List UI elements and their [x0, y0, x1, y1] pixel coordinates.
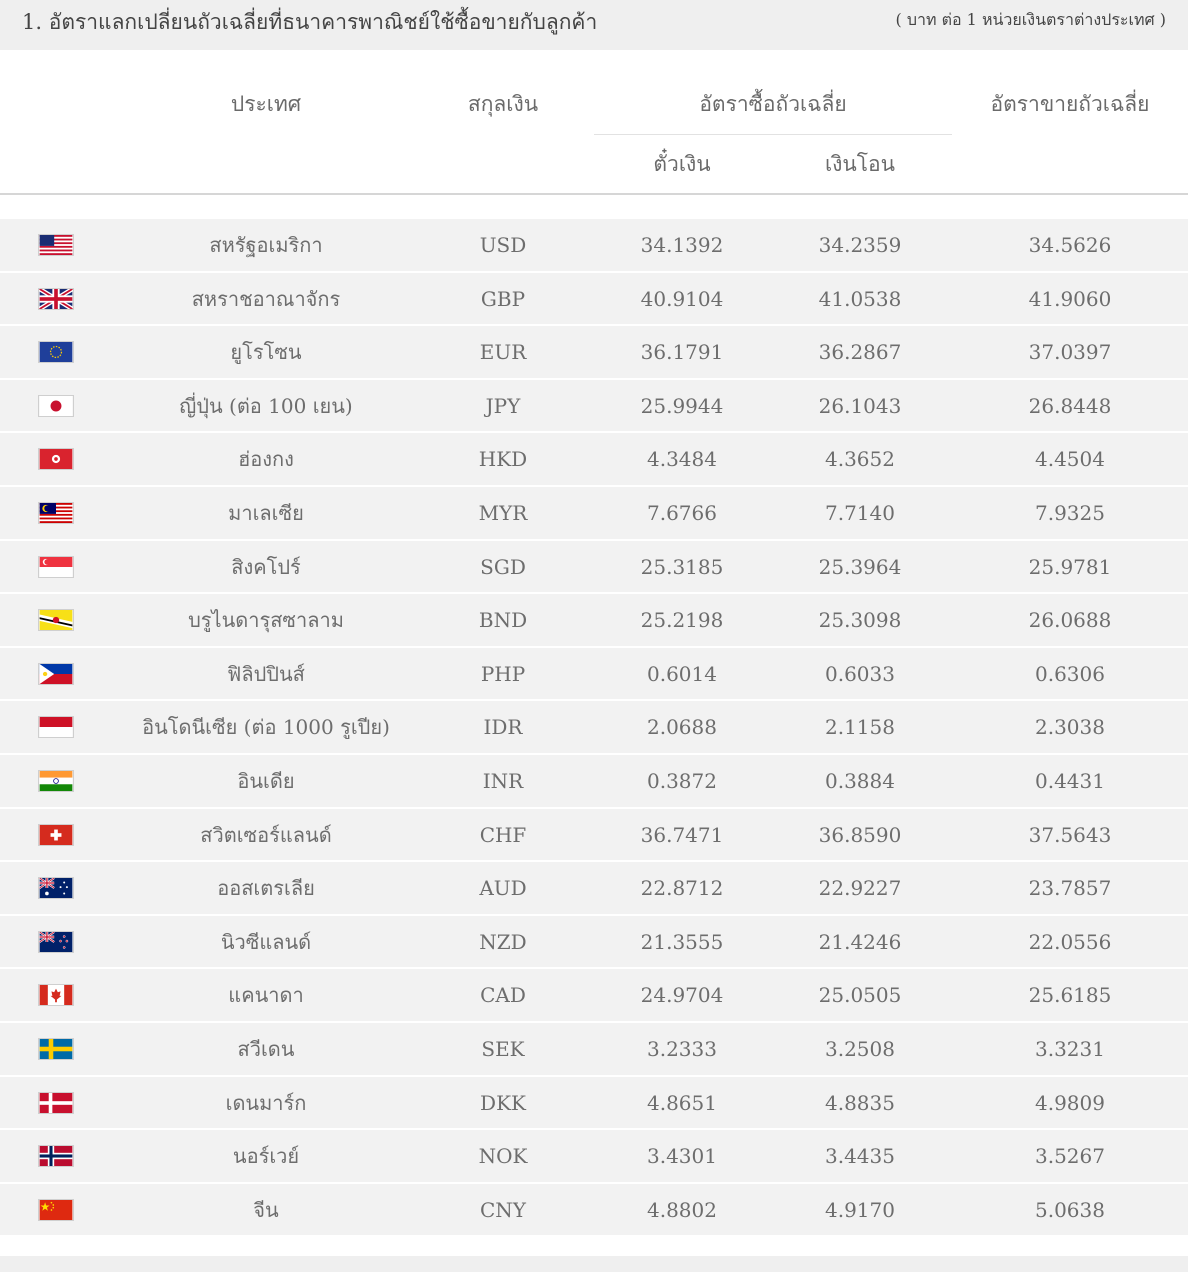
- flag-cell: [20, 487, 92, 539]
- flag-cell: [20, 701, 92, 753]
- selling-rate-cell: 0.4431: [1035, 768, 1105, 793]
- cash-rate-cell: 25.9944: [640, 393, 724, 418]
- transfer-rate-cell: 25.3964: [818, 554, 902, 579]
- us-flag-icon: [38, 234, 74, 256]
- currency-code-cell: JPY: [485, 393, 521, 418]
- table-row: [0, 648, 1188, 702]
- transfer-rate-cell: 36.2867: [818, 340, 902, 365]
- header-average-selling-rate: อัตราขายถัวเฉลี่ย: [990, 92, 1150, 116]
- country-cell: สวิตเซอร์แลนด์: [200, 822, 332, 847]
- singapore-flag-icon: [38, 556, 74, 578]
- table-row: [0, 701, 1188, 755]
- selling-rate-cell: 22.0556: [1028, 929, 1112, 954]
- cash-rate-cell: 2.0688: [647, 715, 717, 740]
- japan-flag-icon: [38, 395, 74, 417]
- selling-rate-cell: 4.4504: [1035, 447, 1105, 472]
- table-row: [0, 862, 1188, 916]
- new-zealand-flag-icon: [38, 931, 74, 953]
- country-cell: สหราชอาณาจักร: [191, 286, 341, 311]
- flag-cell: [20, 1184, 92, 1236]
- country-cell: สิงคโปร์: [231, 554, 301, 579]
- flag-cell: [20, 273, 92, 325]
- header-group-divider: [594, 134, 952, 135]
- country-cell: เดนมาร์ก: [225, 1090, 307, 1115]
- country-cell: ยูโรโซน: [230, 340, 302, 365]
- country-cell: ญี่ปุ่น (ต่อ 100 เยน): [179, 393, 353, 418]
- table-row: [0, 433, 1188, 487]
- flag-cell: [20, 969, 92, 1021]
- brunei-flag-icon: [38, 609, 74, 631]
- flag-cell: [20, 219, 92, 271]
- header-transfer: เงินโอน: [824, 152, 896, 176]
- currency-code-cell: NZD: [479, 929, 527, 954]
- transfer-rate-cell: 7.7140: [825, 500, 895, 525]
- flag-cell: [20, 809, 92, 861]
- title-bar: [0, 0, 1188, 50]
- currency-code-cell: CAD: [480, 983, 526, 1008]
- transfer-rate-cell: 0.3884: [825, 768, 895, 793]
- currency-code-cell: BND: [478, 608, 528, 633]
- selling-rate-cell: 2.3038: [1035, 715, 1105, 740]
- header-cash: ตั๋วเงิน: [653, 152, 711, 176]
- selling-rate-cell: 26.0688: [1028, 608, 1112, 633]
- transfer-rate-cell: 25.0505: [818, 983, 902, 1008]
- transfer-rate-cell: 3.2508: [825, 1036, 895, 1061]
- table-row: [0, 487, 1188, 541]
- flag-cell: [20, 1077, 92, 1129]
- header-currency: สกุลเงิน: [467, 92, 539, 116]
- currency-code-cell: CNY: [479, 1197, 526, 1222]
- table-row: [0, 594, 1188, 648]
- table-row: [0, 380, 1188, 434]
- flag-cell: [20, 326, 92, 378]
- cash-rate-cell: 7.6766: [647, 500, 717, 525]
- transfer-rate-cell: 4.8835: [825, 1090, 895, 1115]
- currency-code-cell: INR: [482, 768, 524, 793]
- currency-code-cell: CHF: [479, 822, 527, 847]
- rate-rows: [0, 219, 1188, 1237]
- currency-code-cell: DKK: [480, 1090, 526, 1115]
- cash-rate-cell: 24.9704: [640, 983, 724, 1008]
- flag-cell: [20, 916, 92, 968]
- table-row: [0, 1130, 1188, 1184]
- currency-code-cell: GBP: [480, 286, 526, 311]
- cash-rate-cell: 22.8712: [640, 876, 724, 901]
- table-row: [0, 969, 1188, 1023]
- selling-rate-cell: 25.6185: [1028, 983, 1112, 1008]
- selling-rate-cell: 37.0397: [1028, 340, 1112, 365]
- country-cell: ฮ่องกง: [238, 447, 294, 472]
- country-cell: แคนาดา: [228, 983, 304, 1008]
- flag-cell: [20, 862, 92, 914]
- denmark-flag-icon: [38, 1092, 74, 1114]
- cash-rate-cell: 36.7471: [640, 822, 724, 847]
- cash-rate-cell: 0.3872: [647, 768, 717, 793]
- hong-kong-flag-icon: [38, 448, 74, 470]
- transfer-rate-cell: 26.1043: [818, 393, 902, 418]
- philippines-flag-icon: [38, 663, 74, 685]
- selling-rate-cell: 3.3231: [1035, 1036, 1105, 1061]
- cash-rate-cell: 3.4301: [647, 1144, 717, 1169]
- cash-rate-cell: 36.1791: [640, 340, 724, 365]
- cash-rate-cell: 40.9104: [640, 286, 724, 311]
- selling-rate-cell: 25.9781: [1028, 554, 1112, 579]
- table-row: [0, 809, 1188, 863]
- selling-rate-cell: 26.8448: [1028, 393, 1112, 418]
- currency-code-cell: PHP: [480, 661, 526, 686]
- table-row: [0, 219, 1188, 273]
- selling-rate-cell: 3.5267: [1035, 1144, 1105, 1169]
- currency-code-cell: MYR: [478, 500, 528, 525]
- country-cell: บรูไนดารุสซาลาม: [188, 608, 344, 633]
- table-row: [0, 1184, 1188, 1238]
- flag-cell: [20, 1023, 92, 1075]
- selling-rate-cell: 5.0638: [1035, 1197, 1105, 1222]
- india-flag-icon: [38, 770, 74, 792]
- country-cell: จีน: [253, 1197, 279, 1222]
- transfer-rate-cell: 41.0538: [818, 286, 902, 311]
- cash-rate-cell: 0.6014: [647, 661, 717, 686]
- table-row: [0, 326, 1188, 380]
- currency-code-cell: EUR: [479, 340, 527, 365]
- flag-cell: [20, 1130, 92, 1182]
- cash-rate-cell: 25.3185: [640, 554, 724, 579]
- cash-rate-cell: 3.2333: [647, 1036, 717, 1061]
- table-row: [0, 273, 1188, 327]
- flag-cell: [20, 755, 92, 807]
- flag-cell: [20, 433, 92, 485]
- table-row: [0, 755, 1188, 809]
- unit-note: ( บาท ต่อ 1 หน่วยเงินตราต่างประเทศ ): [895, 10, 1166, 29]
- currency-code-cell: SGD: [480, 554, 526, 579]
- selling-rate-cell: 7.9325: [1035, 500, 1105, 525]
- country-cell: สหรัฐอเมริกา: [209, 233, 323, 257]
- table-row: [0, 916, 1188, 970]
- transfer-rate-cell: 4.3652: [825, 447, 895, 472]
- malaysia-flag-icon: [38, 502, 74, 524]
- norway-flag-icon: [38, 1145, 74, 1167]
- selling-rate-cell: 37.5643: [1028, 822, 1112, 847]
- table-row: [0, 1023, 1188, 1077]
- selling-rate-cell: 23.7857: [1028, 876, 1112, 901]
- eu-flag-icon: [38, 341, 74, 363]
- selling-rate-cell: 34.5626: [1028, 233, 1112, 257]
- australia-flag-icon: [38, 877, 74, 899]
- currency-code-cell: IDR: [483, 715, 523, 740]
- cash-rate-cell: 25.2198: [640, 608, 724, 633]
- transfer-rate-cell: 34.2359: [818, 233, 902, 257]
- cash-rate-cell: 34.1392: [640, 233, 724, 257]
- selling-rate-cell: 41.9060: [1028, 286, 1112, 311]
- currency-code-cell: HKD: [478, 447, 528, 472]
- china-flag-icon: [38, 1199, 74, 1221]
- transfer-rate-cell: 3.4435: [825, 1144, 895, 1169]
- transfer-rate-cell: 0.6033: [825, 661, 895, 686]
- country-cell: อินโดนีเซีย (ต่อ 1000 รูเปีย): [142, 715, 390, 740]
- transfer-rate-cell: 36.8590: [818, 822, 902, 847]
- transfer-rate-cell: 21.4246: [818, 929, 902, 954]
- table-footer-band: [0, 1256, 1188, 1272]
- selling-rate-cell: 0.6306: [1035, 661, 1105, 686]
- table-header: [0, 50, 1188, 195]
- selling-rate-cell: 4.9809: [1035, 1090, 1105, 1115]
- flag-cell: [20, 541, 92, 593]
- switzerland-flag-icon: [38, 824, 74, 846]
- canada-flag-icon: [38, 984, 74, 1006]
- cash-rate-cell: 21.3555: [640, 929, 724, 954]
- transfer-rate-cell: 25.3098: [818, 608, 902, 633]
- header-country: ประเทศ: [230, 92, 302, 116]
- country-cell: ฟิลิปปินส์: [227, 661, 305, 686]
- table-row: [0, 541, 1188, 595]
- sweden-flag-icon: [38, 1038, 74, 1060]
- cash-rate-cell: 4.8802: [647, 1197, 717, 1222]
- table-row: [0, 1077, 1188, 1131]
- currency-code-cell: SEK: [481, 1036, 525, 1061]
- flag-cell: [20, 380, 92, 432]
- country-cell: อินเดีย: [237, 768, 295, 793]
- table-title: 1. อัตราแลกเปลี่ยนถัวเฉลี่ยที่ธนาคารพาณิชย์ใช้ซื้อขายกับลูกค้า: [22, 10, 598, 34]
- country-cell: นอร์เวย์: [232, 1144, 300, 1169]
- transfer-rate-cell: 2.1158: [825, 715, 895, 740]
- header-average-buying-rate: อัตราซื้อถัวเฉลี่ย: [699, 92, 847, 116]
- flag-cell: [20, 594, 92, 646]
- cash-rate-cell: 4.8651: [647, 1090, 717, 1115]
- currency-code-cell: USD: [479, 233, 527, 257]
- transfer-rate-cell: 22.9227: [818, 876, 902, 901]
- flag-cell: [20, 648, 92, 700]
- uk-flag-icon: [38, 288, 74, 310]
- country-cell: นิวซีแลนด์: [220, 929, 312, 954]
- cash-rate-cell: 4.3484: [647, 447, 717, 472]
- country-cell: ออสเตรเลีย: [217, 876, 315, 901]
- country-cell: มาเลเซีย: [228, 500, 304, 525]
- country-cell: สวีเดน: [237, 1036, 295, 1061]
- indonesia-flag-icon: [38, 716, 74, 738]
- currency-code-cell: AUD: [479, 876, 527, 901]
- transfer-rate-cell: 4.9170: [825, 1197, 895, 1222]
- currency-code-cell: NOK: [478, 1144, 528, 1169]
